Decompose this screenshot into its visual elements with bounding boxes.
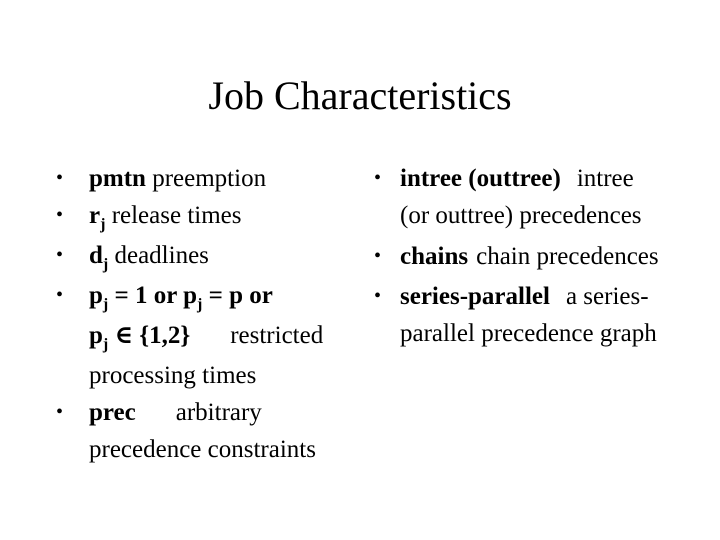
- term-description: arbitrary: [175, 399, 262, 426]
- term-description-continued: parallel precedence graph: [400, 320, 657, 347]
- bullet-icon: •: [56, 401, 64, 423]
- formula-subscript: j: [102, 296, 109, 313]
- bullet-icon: •: [374, 167, 382, 189]
- term-description: release times: [105, 202, 242, 229]
- bullet-icon: •: [374, 245, 382, 267]
- list-item-chains: [374, 238, 714, 275]
- formula-part: p: [89, 282, 103, 309]
- formula-subscript: j: [197, 296, 203, 313]
- bullet-icon: •: [56, 284, 64, 306]
- term-keyword: pmtn: [89, 165, 146, 192]
- term-description: restricted: [230, 322, 324, 349]
- list-item-prec: [56, 394, 356, 468]
- list-item-release-times: [56, 197, 356, 237]
- term-line: [400, 160, 714, 197]
- list-item-series-parallel: [374, 278, 714, 352]
- bullet-icon: •: [56, 244, 64, 266]
- list-item-pmtn: [56, 160, 356, 197]
- formula-part: = p or: [202, 282, 273, 309]
- formula-part: ∈ {1,2}: [108, 322, 191, 349]
- term-description-continued: precedence constraints: [89, 436, 316, 463]
- term-subscript: j: [102, 256, 109, 273]
- right-bullet-list: [374, 160, 714, 352]
- term-keyword: r: [89, 202, 101, 229]
- term-description: chain precedences: [476, 243, 659, 270]
- term-description: a series-: [565, 283, 649, 310]
- list-item-intree: [374, 160, 714, 234]
- term-description: intree: [576, 165, 634, 192]
- term-description-continued: (or outtree) precedences: [400, 202, 642, 229]
- formula-line: [89, 317, 356, 357]
- term-keyword: series-parallel: [400, 283, 550, 310]
- term-description: preemption: [145, 165, 267, 192]
- term-line: [89, 394, 356, 431]
- list-item-processing-times: [56, 277, 356, 394]
- term-description: deadlines: [108, 242, 209, 269]
- term-description-continued: processing times: [89, 362, 257, 389]
- term-keyword: d: [89, 242, 103, 269]
- formula-part: = 1 or p: [108, 282, 198, 309]
- term-line: [400, 278, 714, 315]
- left-bullet-list: [56, 160, 356, 468]
- slide-title: Job Characteristics: [208, 73, 512, 118]
- term-keyword: prec: [89, 399, 136, 426]
- term-keyword: chains: [400, 243, 469, 270]
- bullet-icon: •: [56, 204, 64, 226]
- formula-line: [89, 277, 356, 317]
- formula-part: p: [89, 322, 103, 349]
- term-subscript: j: [100, 216, 106, 233]
- formula-subscript: j: [102, 336, 109, 353]
- bullet-icon: •: [56, 167, 64, 189]
- list-item-deadlines: [56, 237, 356, 277]
- term-keyword: intree (outtree): [400, 165, 561, 192]
- bullet-icon: •: [374, 285, 382, 307]
